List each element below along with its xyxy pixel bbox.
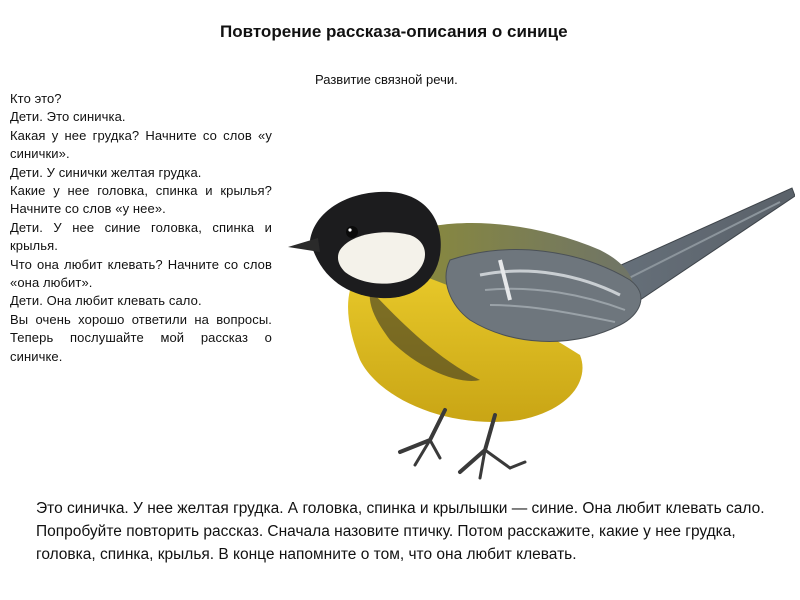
page-subtitle: Развитие связной речи. <box>315 72 458 87</box>
dialog-text <box>10 90 272 366</box>
dialog-line: Какие у нее головка, спинка и крылья? Начните со слов «у нее». <box>10 183 272 217</box>
dialog-line: Дети. Она любит клевать сало. <box>10 293 202 309</box>
dialog-line: Вы очень хорошо ответили на вопросы. Теперь послушайте мой рассказ о синичке. <box>10 311 272 364</box>
dialog-line: Дети. У нее синие головка, спинка и крылья. <box>10 219 272 254</box>
dialog-line: Какая у нее грудка? Начните со слов «у синички». <box>10 127 272 162</box>
bird-beak <box>288 238 320 252</box>
dialog-line: Дети. Это синичка. <box>10 109 126 125</box>
story-paragraph: Попробуйте повторить рассказ. Сначала назовите птичку. Потом расскажите, какие у нее грудка, головка, спинка, крылья. В конце напомните о том, что она любит клевать. <box>36 523 736 563</box>
great-tit-bird-illustration <box>280 180 795 495</box>
dialog-line: Кто это? <box>10 91 62 106</box>
bird-tail <box>610 188 795 300</box>
dialog-line: Что она любит клевать? Начните со слов «она любит». <box>10 256 272 291</box>
dialog-line: Дети. У синички желтая грудка. <box>10 164 202 180</box>
story-paragraph: Это синичка. У нее желтая грудка. А головка, спинка и крылышки — синие. Она любит клевать сало. <box>36 500 765 517</box>
page-title: Повторение рассказа-описания о синице <box>220 22 568 41</box>
story-text <box>36 497 776 566</box>
bird-eye <box>346 226 358 238</box>
bird-leg <box>460 415 495 472</box>
bird-leg <box>400 410 445 452</box>
